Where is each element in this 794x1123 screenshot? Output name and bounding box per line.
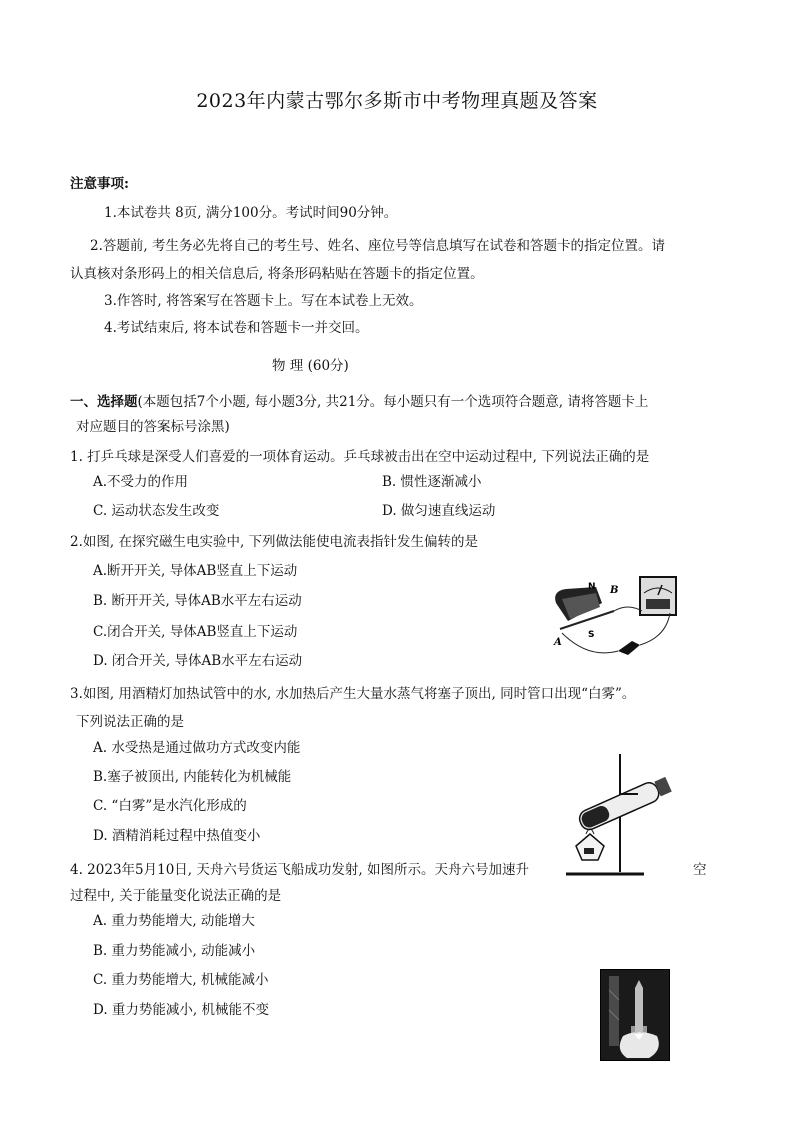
q4-option-d: D. 重力势能减小, 机械能不变 bbox=[93, 1002, 270, 1018]
notice-item-2-cont: 认真核对条形码上的相关信息后, 将条形码粘贴在答题卡的指定位置。 bbox=[70, 266, 484, 282]
q3-option-a: A. 水受热是通过做功方式改变内能 bbox=[93, 740, 301, 756]
notice-heading: 注意事项: bbox=[70, 176, 129, 192]
notice-item-1: 1.本试卷共 8页, 满分100分。考试时间90分钟。 bbox=[104, 205, 398, 221]
part1-desc: (本题包括7个小题, 每小题3分, 共21分。每小题只有一个选项符合题意, 请将答题卡上 bbox=[137, 394, 649, 410]
rocket-icon bbox=[635, 980, 643, 1032]
q3-option-d: D. 酒精消耗过程中热值变小 bbox=[93, 828, 261, 844]
test-tube-heating-figure bbox=[560, 748, 682, 880]
part1-desc-cont: 对应题目的答案标号涂黑) bbox=[76, 419, 230, 435]
conductor-a-label: A bbox=[554, 637, 562, 648]
q1-option-a: A.不受力的作用 bbox=[93, 474, 189, 490]
part1-heading: 一、选择题 bbox=[70, 394, 138, 410]
rocket-launch-photo bbox=[600, 969, 670, 1061]
q1-option-c: C. 运动状态发生改变 bbox=[93, 503, 220, 519]
ammeter-icon bbox=[640, 577, 676, 615]
q1-stem: 1. 打乒乓球是深受人们喜爱的一项体育运动。乒乓球被击出在空中运动过程中, 下列说法正确的是 bbox=[70, 449, 650, 465]
q3-option-c: C. “白雾”是水汽化形成的 bbox=[93, 798, 247, 814]
magnet-s-label: S bbox=[588, 630, 595, 640]
q3-stem-cont: 下列说法正确的是 bbox=[76, 714, 184, 730]
q4-option-b: B. 重力势能减小, 动能减小 bbox=[93, 943, 256, 959]
q2-option-d: D. 闭合开关, 导体AB水平左右运动 bbox=[93, 653, 303, 669]
q4-option-c: C. 重力势能增大, 机械能减小 bbox=[93, 972, 269, 988]
notice-item-2: 2.答题前, 考生务必先将自己的考生号、姓名、座位号等信息填写在试卷和答题卡的指定位置。请 bbox=[90, 238, 665, 254]
q4-option-a: A. 重力势能增大, 动能增大 bbox=[93, 913, 255, 929]
part1-heading-line bbox=[70, 390, 648, 410]
q2-option-b: B. 断开开关, 导体AB水平左右运动 bbox=[93, 593, 302, 609]
q1-option-b: B. 惯性逐渐减小 bbox=[382, 474, 482, 490]
q2-option-a: A.断开开关, 导体AB竖直上下运动 bbox=[93, 563, 298, 579]
magnet-n-label: N bbox=[588, 582, 596, 592]
q2-stem: 2.如图, 在探究磁生电实验中, 下列做法能使电流表指针发生偏转的是 bbox=[70, 534, 479, 550]
q4-stem: 4. 2023年5月10日, 天舟六号货运飞船成功发射, 如图所示。天舟六号加速升 bbox=[70, 862, 529, 878]
q2-option-c: C.闭合开关, 导体AB竖直上下运动 bbox=[93, 624, 298, 640]
q1-option-d: D. 做匀速直线运动 bbox=[382, 503, 496, 519]
page-title: 2023年内蒙古鄂尔多斯市中考物理真题及答案 bbox=[196, 90, 598, 112]
q3-option-b: B.塞子被顶出, 内能转化为机械能 bbox=[93, 769, 292, 785]
conductor-b-label: B bbox=[610, 585, 619, 596]
switch-icon bbox=[618, 641, 640, 655]
q4-stem-end: 空 bbox=[693, 862, 707, 878]
q3-stem: 3.如图, 用酒精灯加热试管中的水, 水加热后产生大量水蒸气将塞子顶出, 同时管口出现“白雾”。 bbox=[70, 686, 636, 702]
section-title: 物 理 (60分) bbox=[272, 358, 349, 374]
notice-item-3: 3.作答时, 将答案写在答题卡上。写在本试卷上无效。 bbox=[104, 293, 423, 309]
notice-item-4: 4.考试结束后, 将本试卷和答题卡一并交回。 bbox=[104, 320, 369, 336]
q4-stem-cont: 过程中, 关于能量变化说法正确的是 bbox=[70, 888, 282, 904]
alcohol-lamp-icon bbox=[576, 834, 604, 860]
electromagnetic-induction-figure bbox=[548, 573, 688, 663]
